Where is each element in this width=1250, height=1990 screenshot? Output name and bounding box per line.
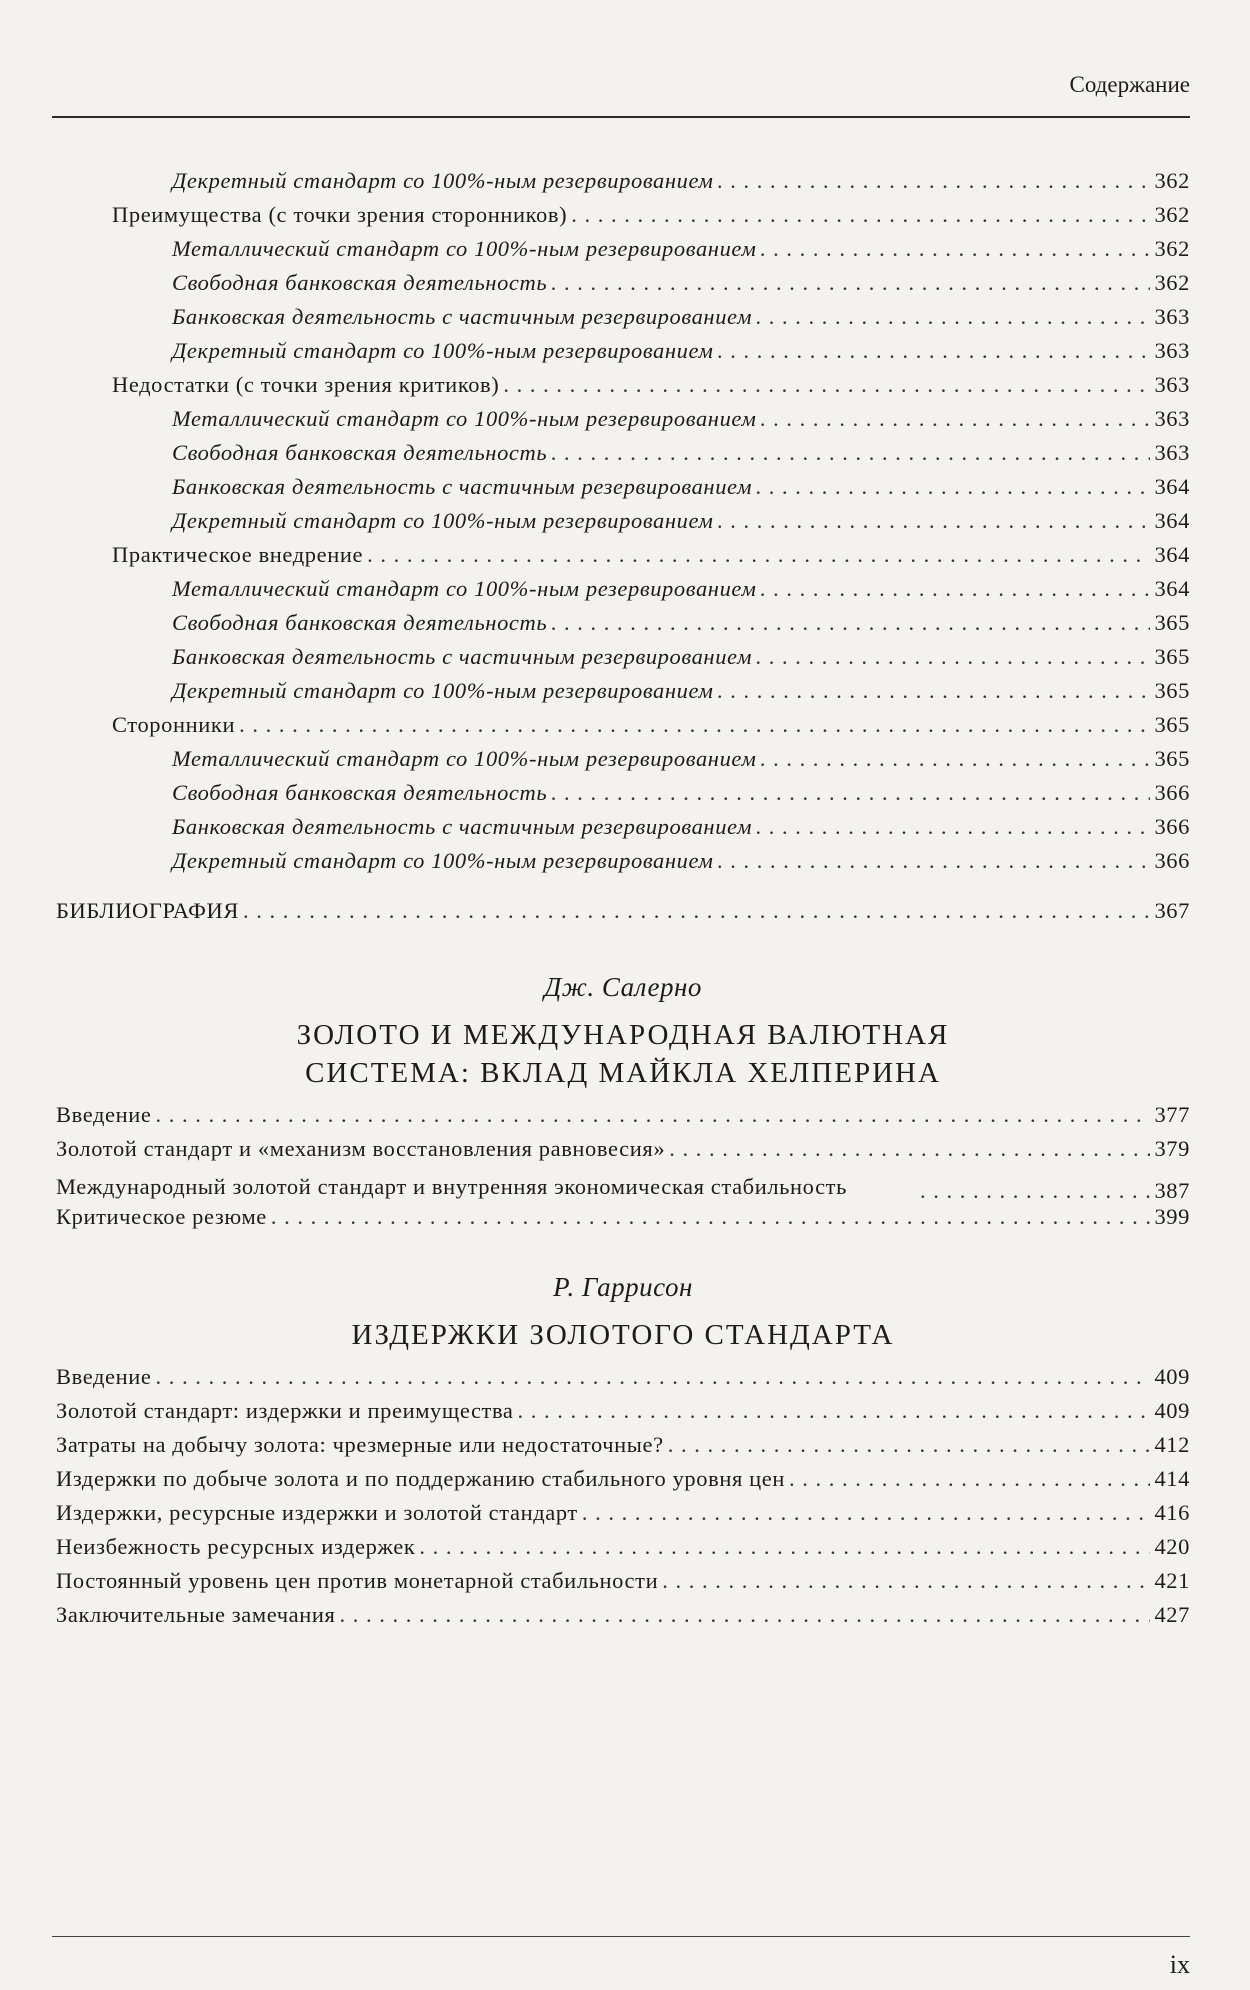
leader-dots	[551, 780, 1150, 806]
leader-dots	[518, 1398, 1151, 1424]
toc-entry[interactable]	[56, 1136, 1190, 1170]
toc-entry-page: 364	[1154, 508, 1190, 533]
toc-entry[interactable]	[56, 304, 1190, 338]
toc-entry[interactable]	[56, 1500, 1190, 1534]
toc-entry-title: Металлический стандарт со 100%-ным резервированием	[172, 746, 757, 771]
toc-entry-title: Металлический стандарт со 100%-ным резервированием	[172, 236, 757, 261]
leader-dots	[551, 440, 1150, 466]
toc-entry-page: 365	[1154, 712, 1190, 737]
toc-entry-page: 364	[1154, 542, 1190, 567]
toc-entry-page: 409	[1154, 1364, 1190, 1389]
toc-entry[interactable]	[56, 848, 1190, 882]
toc-entry-title: Сторонники	[112, 712, 236, 737]
toc-entry-title: Золотой стандарт и «механизм восстановления равновесия»	[56, 1136, 666, 1161]
toc-entry-title: Введение	[56, 1102, 152, 1127]
toc-entry-title: Декретный стандарт со 100%-ным резервированием	[172, 508, 714, 533]
toc-entry[interactable]	[56, 202, 1190, 236]
toc-entry-page: 363	[1154, 372, 1190, 397]
leader-dots	[756, 474, 1150, 500]
leader-dots	[571, 202, 1150, 228]
leader-dots	[271, 1204, 1151, 1230]
toc-entry-page: 366	[1154, 848, 1190, 873]
leader-dots	[551, 610, 1150, 636]
toc-entry-page: 420	[1154, 1534, 1190, 1559]
leader-dots	[717, 848, 1150, 874]
toc-entry[interactable]	[56, 1466, 1190, 1500]
toc-entry-title: Международный золотой стандарт и внутренняя экономическая стабильность	[56, 1174, 847, 1199]
toc-entry[interactable]	[56, 1432, 1190, 1466]
toc-entry[interactable]	[56, 644, 1190, 678]
toc-entry-title: Издержки, ресурсные издержки и золотой стандарт	[56, 1500, 578, 1525]
toc-entry-page: 363	[1154, 338, 1190, 363]
toc-entry-page: 363	[1154, 406, 1190, 431]
leader-dots	[668, 1432, 1151, 1458]
toc-entry-title: Декретный стандарт со 100%-ным резервированием	[172, 848, 714, 873]
toc-entry-page: 416	[1154, 1500, 1190, 1525]
toc-entry-page: 362	[1154, 270, 1190, 295]
toc-entry-title: Свободная банковская деятельность	[172, 440, 548, 465]
toc-entry-page: 387	[1154, 1178, 1190, 1203]
toc-entry-title: Неизбежность ресурсных издержек	[56, 1534, 416, 1559]
toc-entry-bibliography[interactable]	[56, 898, 1190, 932]
toc-entry[interactable]	[56, 168, 1190, 202]
toc-entry-title: Преимущества (с точки зрения сторонников)	[112, 202, 568, 227]
leader-dots	[756, 644, 1150, 670]
toc-entry[interactable]	[56, 576, 1190, 610]
toc-entry-page: 362	[1154, 168, 1190, 193]
toc-entry[interactable]	[56, 678, 1190, 712]
table-of-contents	[56, 168, 1190, 1636]
toc-entry-page: 365	[1154, 644, 1190, 669]
toc-entry-title: Декретный стандарт со 100%-ным резервированием	[172, 338, 714, 363]
toc-entry-title: Практическое внедрение	[112, 542, 364, 567]
leader-dots	[551, 270, 1150, 296]
toc-entry[interactable]	[56, 406, 1190, 440]
article-title-garrison	[56, 1316, 1190, 1354]
leader-dots	[717, 508, 1150, 534]
toc-entry[interactable]	[56, 236, 1190, 270]
toc-entry-page: 365	[1154, 746, 1190, 771]
toc-entry[interactable]	[56, 610, 1190, 644]
toc-entry[interactable]	[56, 780, 1190, 814]
leader-dots	[239, 712, 1150, 738]
toc-entry[interactable]	[56, 542, 1190, 576]
toc-entry[interactable]	[56, 474, 1190, 508]
toc-entry-page: 377	[1154, 1102, 1190, 1127]
toc-entry-page: 367	[1154, 898, 1190, 923]
toc-entry-page: 409	[1154, 1398, 1190, 1423]
toc-entry-title: Постоянный уровень цен против монетарной стабильности	[56, 1568, 659, 1593]
toc-entry-page: 365	[1154, 610, 1190, 635]
toc-entry[interactable]	[56, 1204, 1190, 1238]
toc-entry-page: 365	[1154, 678, 1190, 703]
toc-entry-title: Банковская деятельность с частичным резервированием	[172, 474, 753, 499]
toc-entry-page: 412	[1154, 1432, 1190, 1457]
footer-rule	[52, 1936, 1190, 1937]
leader-dots	[662, 1568, 1150, 1594]
toc-entry-title: Золотой стандарт: издержки и преимущества	[56, 1398, 514, 1423]
running-head: Содержание	[1069, 72, 1190, 97]
leader-dots	[789, 1466, 1150, 1492]
toc-entry-title: Критическое резюме	[56, 1204, 267, 1229]
leader-dots	[760, 236, 1150, 262]
leader-dots	[920, 1178, 1150, 1204]
toc-entry-title: Свободная банковская деятельность	[172, 270, 548, 295]
toc-entry-page: 364	[1154, 474, 1190, 499]
leader-dots	[756, 304, 1150, 330]
article-title-salerno	[56, 1016, 1190, 1092]
leader-dots	[367, 542, 1150, 568]
page-number: ix	[1169, 1950, 1190, 1979]
toc-entry-page: 414	[1154, 1466, 1190, 1491]
leader-dots	[156, 1364, 1151, 1390]
leader-dots	[503, 372, 1150, 398]
toc-entry-title: Декретный стандарт со 100%-ным резервированием	[172, 678, 714, 703]
toc-entry-page: 363	[1154, 440, 1190, 465]
article-title-line: СИСТЕМА: ВКЛАД МАЙКЛА ХЕЛПЕРИНА	[305, 1057, 941, 1089]
toc-entry[interactable]	[56, 1534, 1190, 1568]
toc-entry-title: Заключительные замечания	[56, 1602, 336, 1627]
header-rule	[52, 116, 1190, 118]
toc-entry[interactable]	[56, 746, 1190, 780]
toc-entry-page: 366	[1154, 814, 1190, 839]
leader-dots	[156, 1102, 1151, 1128]
toc-entry-title: Издержки по добыче золота и по поддержанию стабильного уровня цен	[56, 1466, 786, 1491]
toc-entry-title: Свободная банковская деятельность	[172, 610, 548, 635]
toc-entry[interactable]	[56, 814, 1190, 848]
toc-entry-page: 427	[1154, 1602, 1190, 1627]
toc-entry[interactable]	[56, 440, 1190, 474]
leader-dots	[582, 1500, 1151, 1526]
toc-entry[interactable]	[56, 338, 1190, 372]
toc-entry-title: Металлический стандарт со 100%-ным резервированием	[172, 406, 757, 431]
toc-entry-page: 366	[1154, 780, 1190, 805]
leader-dots	[243, 898, 1150, 924]
toc-entry[interactable]	[56, 1102, 1190, 1136]
leader-dots	[717, 338, 1150, 364]
toc-entry-page: 362	[1154, 202, 1190, 227]
leader-dots	[760, 746, 1150, 772]
toc-entry-page: 363	[1154, 304, 1190, 329]
toc-entry-page: 364	[1154, 576, 1190, 601]
toc-part1	[56, 168, 1190, 882]
leader-dots	[760, 406, 1150, 432]
toc-salerno	[56, 1102, 1190, 1238]
article-title-line: ИЗДЕРЖКИ ЗОЛОТОГО СТАНДАРТА	[351, 1319, 895, 1351]
toc-entry-title: Банковская деятельность с частичным резервированием	[172, 814, 753, 839]
toc-entry-title: Свободная банковская деятельность	[172, 780, 548, 805]
article-author-salerno: Дж. Салерно	[544, 972, 702, 1002]
toc-entry-title: Металлический стандарт со 100%-ным резервированием	[172, 576, 757, 601]
toc-entry-title: Банковская деятельность с частичным резервированием	[172, 304, 753, 329]
article-title-line: ЗОЛОТО И МЕЖДУНАРОДНАЯ ВАЛЮТНАЯ	[296, 1019, 950, 1051]
toc-entry[interactable]	[56, 1602, 1190, 1636]
leader-dots	[760, 576, 1150, 602]
toc-entry-title: Недостатки (с точки зрения критиков)	[112, 372, 500, 397]
toc-garrison	[56, 1364, 1190, 1636]
toc-entry-title: Затраты на добычу золота: чрезмерные или недостаточные?	[56, 1432, 664, 1457]
toc-entry-page: 362	[1154, 236, 1190, 261]
leader-dots	[339, 1602, 1150, 1628]
toc-entry-title: БИБЛИОГРАФИЯ	[56, 898, 239, 923]
toc-entry-page: 399	[1154, 1204, 1190, 1229]
toc-entry-title: Декретный стандарт со 100%-ным резервированием	[172, 168, 714, 193]
leader-dots	[717, 168, 1150, 194]
toc-entry[interactable]	[56, 1170, 1190, 1204]
toc-entry[interactable]	[56, 712, 1190, 746]
article-author-garrison: Р. Гаррисон	[553, 1272, 693, 1302]
leader-dots	[419, 1534, 1150, 1560]
toc-entry-title: Банковская деятельность с частичным резервированием	[172, 644, 753, 669]
toc-entry-page: 379	[1154, 1136, 1190, 1161]
toc-entry[interactable]	[56, 270, 1190, 304]
leader-dots	[669, 1136, 1150, 1162]
toc-entry[interactable]	[56, 508, 1190, 542]
toc-entry[interactable]	[56, 372, 1190, 406]
leader-dots	[717, 678, 1150, 704]
toc-entry-title: Введение	[56, 1364, 152, 1389]
toc-entry[interactable]	[56, 1398, 1190, 1432]
leader-dots	[756, 814, 1150, 840]
toc-entry-page: 421	[1154, 1568, 1190, 1593]
toc-entry[interactable]	[56, 1364, 1190, 1398]
toc-entry[interactable]	[56, 1568, 1190, 1602]
